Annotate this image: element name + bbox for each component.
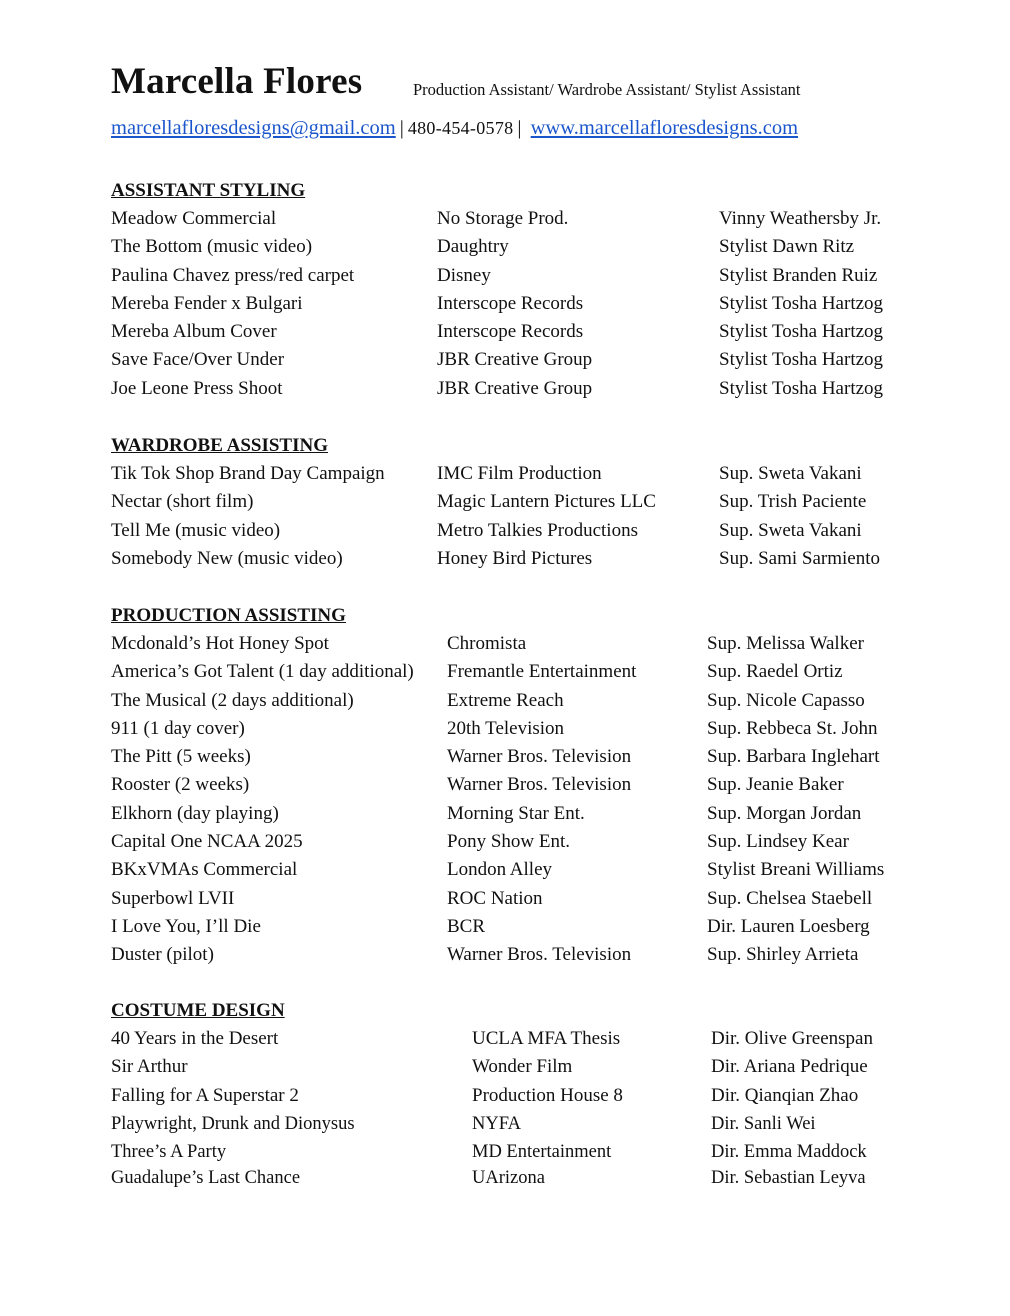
credit-project: BKxVMAs Commercial — [111, 859, 298, 881]
credit-project: Elkhorn (day playing) — [111, 802, 279, 824]
credit-contact: Vinny Weathersby Jr. — [719, 208, 882, 229]
credit-company: Warner Bros. Television — [447, 774, 632, 796]
credit-contact: Sup. Morgan Jordan — [707, 802, 862, 824]
credit-company: Production House 8 — [472, 1084, 623, 1106]
credit-company: Fremantle Entertainment — [447, 661, 637, 683]
credit-contact: Sup. Raedel Ortiz — [707, 661, 843, 683]
credit-row — [111, 545, 911, 573]
contact-separator: | — [517, 117, 522, 139]
credit-row — [111, 290, 911, 318]
phone-number: 480-454-0578 — [407, 118, 514, 138]
credit-row — [111, 630, 911, 658]
credit-project: Paulina Chavez press/red carpet — [111, 264, 355, 286]
credit-contact: Stylist Dawn Ritz — [719, 236, 855, 258]
credit-company: Warner Bros. Television — [447, 944, 632, 966]
credit-list — [111, 205, 911, 403]
credit-row — [111, 460, 911, 488]
credit-contact: Sup. Shirley Arrieta — [707, 944, 859, 966]
credit-company: UCLA MFA Thesis — [472, 1028, 621, 1049]
credit-project: Capital One NCAA 2025 — [111, 831, 303, 853]
website-link[interactable]: www.marcellafloresdesigns.com — [530, 117, 799, 139]
credit-company: Extreme Reach — [447, 689, 564, 711]
credit-company: Morning Star Ent. — [447, 802, 585, 824]
credit-project: America’s Got Talent (1 day additional) — [111, 661, 414, 683]
credit-project: The Bottom (music video) — [111, 236, 313, 258]
credit-project: 911 (1 day cover) — [111, 717, 245, 739]
resume-roles: Production Assistant/ Wardrobe Assistant/ Stylist Assistant — [413, 80, 801, 99]
credit-company: London Alley — [447, 859, 553, 881]
credit-row — [111, 771, 911, 799]
credit-project: The Musical (2 days additional) — [111, 689, 354, 711]
credit-project: Mereba Fender x Bulgari — [111, 292, 303, 314]
credit-contact: Dir. Lauren Loesberg — [707, 915, 870, 937]
credit-project: Meadow Commercial — [111, 208, 277, 229]
credit-row — [111, 687, 911, 715]
credit-company: ROC Nation — [447, 887, 543, 909]
credit-contact: Sup. Sami Sarmiento — [719, 547, 880, 569]
credit-company: IMC Film Production — [437, 463, 602, 484]
credit-list — [111, 630, 911, 970]
credit-row — [111, 1082, 911, 1110]
credit-row — [111, 1138, 911, 1164]
credit-project: Mereba Album Cover — [111, 321, 277, 343]
credit-company: Warner Bros. Television — [447, 746, 632, 768]
credit-row — [111, 233, 911, 261]
credit-row — [111, 1110, 911, 1138]
credit-project: Guadalupe’s Last Chance — [111, 1167, 301, 1188]
credit-company: No Storage Prod. — [437, 208, 569, 229]
credit-company: Interscope Records — [437, 292, 584, 314]
credit-contact: Dir. Qianqian Zhao — [711, 1084, 859, 1106]
credit-contact: Dir. Sanli Wei — [711, 1113, 816, 1134]
resume-name: Marcella Flores — [111, 61, 363, 102]
credit-contact: Sup. Rebbeca St. John — [707, 717, 878, 739]
credit-project: Tell Me (music video) — [111, 519, 281, 541]
credit-company: Pony Show Ent. — [447, 831, 570, 853]
email-link[interactable]: marcellafloresdesigns@gmail.com — [111, 117, 396, 139]
credit-contact: Stylist Tosha Hartzog — [719, 321, 884, 343]
credit-row — [111, 318, 911, 346]
credit-project: Duster (pilot) — [111, 944, 214, 966]
credit-row — [111, 346, 911, 374]
credit-contact: Sup. Chelsea Staebell — [707, 887, 873, 909]
credit-contact: Dir. Emma Maddock — [711, 1142, 867, 1163]
credit-contact: Dir. Olive Greenspan — [711, 1028, 873, 1049]
credit-project: The Pitt (5 weeks) — [111, 746, 251, 768]
credit-contact: Sup. Sweta Vakani — [719, 463, 862, 484]
credit-contact: Sup. Sweta Vakani — [719, 519, 862, 541]
credit-row — [111, 743, 911, 771]
contact-separator: | — [399, 117, 404, 139]
credit-contact: Dir. Sebastian Leyva — [711, 1167, 866, 1188]
section-title: WARDROBE ASSISTING — [111, 435, 328, 456]
section-wardrobe-assisting — [111, 431, 911, 573]
credit-row — [111, 828, 911, 856]
credit-row — [111, 715, 911, 743]
credit-row — [111, 375, 911, 403]
credit-project: Mcdonald’s Hot Honey Spot — [111, 633, 329, 654]
credit-project: Rooster (2 weeks) — [111, 774, 250, 796]
credit-company: UArizona — [472, 1167, 545, 1188]
credit-row — [111, 517, 911, 545]
credit-row — [111, 941, 911, 969]
credit-row — [111, 205, 911, 233]
credit-project: I Love You, I’ll Die — [111, 915, 261, 937]
credit-row — [111, 913, 911, 941]
credit-company: Magic Lantern Pictures LLC — [437, 491, 656, 513]
credit-contact: Stylist Breani Williams — [707, 859, 885, 881]
credit-contact: Stylist Tosha Hartzog — [719, 292, 884, 314]
credit-project: 40 Years in the Desert — [111, 1028, 279, 1049]
credit-company: NYFA — [472, 1113, 521, 1134]
credit-project: Sir Arthur — [111, 1056, 188, 1078]
credit-project: Somebody New (music video) — [111, 547, 343, 569]
section-title: ASSISTANT STYLING — [111, 180, 306, 201]
credit-project: Three’s A Party — [111, 1142, 227, 1163]
credit-project: Nectar (short film) — [111, 491, 254, 513]
credit-company: MD Entertainment — [472, 1142, 612, 1163]
credit-company: Honey Bird Pictures — [437, 547, 593, 569]
credit-row — [111, 262, 911, 290]
section-title: PRODUCTION ASSISTING — [111, 605, 346, 626]
credit-contact: Stylist Tosha Hartzog — [719, 377, 884, 399]
credit-contact: Stylist Branden Ruiz — [719, 264, 878, 286]
credit-company: Metro Talkies Productions — [437, 519, 638, 541]
credit-contact: Sup. Barbara Inglehart — [707, 746, 880, 768]
credit-project: Save Face/Over Under — [111, 349, 285, 371]
section-assistant-styling — [111, 176, 911, 403]
credit-company: BCR — [447, 915, 486, 937]
credit-company: 20th Television — [447, 717, 565, 739]
credit-contact: Dir. Ariana Pedrique — [711, 1056, 868, 1078]
credit-company: Wonder Film — [472, 1056, 573, 1078]
credit-contact: Sup. Melissa Walker — [707, 633, 864, 654]
credit-company: Chromista — [447, 633, 527, 654]
credit-project: Playwright, Drunk and Dionysus — [111, 1113, 355, 1134]
credit-list — [111, 1025, 911, 1189]
credit-row — [111, 800, 911, 828]
credit-company: Disney — [437, 264, 491, 286]
credit-row — [111, 488, 911, 516]
credit-contact: Sup. Jeanie Baker — [707, 774, 844, 796]
section-title: COSTUME DESIGN — [111, 1000, 285, 1021]
credit-company: Interscope Records — [437, 321, 584, 343]
credit-company: JBR Creative Group — [437, 349, 593, 371]
credit-project: Falling for A Superstar 2 — [111, 1084, 299, 1106]
credit-list — [111, 460, 911, 573]
credit-project: Tik Tok Shop Brand Day Campaign — [111, 463, 385, 484]
credit-row — [111, 856, 911, 884]
credit-contact: Sup. Lindsey Kear — [707, 831, 849, 853]
section-costume-design — [111, 996, 911, 1189]
credit-row — [111, 1025, 911, 1053]
credit-contact: Sup. Nicole Capasso — [707, 689, 865, 711]
contact-line — [111, 117, 798, 140]
credit-row — [111, 1053, 911, 1081]
credit-contact: Stylist Tosha Hartzog — [719, 349, 884, 371]
credit-contact: Sup. Trish Paciente — [719, 491, 867, 513]
section-production-assisting — [111, 601, 911, 970]
credit-company: JBR Creative Group — [437, 377, 593, 399]
credit-project: Joe Leone Press Shoot — [111, 377, 283, 399]
credit-project: Superbowl LVII — [111, 887, 235, 909]
credit-row — [111, 658, 911, 686]
credit-company: Daughtry — [437, 236, 509, 258]
credit-row — [111, 1164, 911, 1190]
credit-row — [111, 885, 911, 913]
